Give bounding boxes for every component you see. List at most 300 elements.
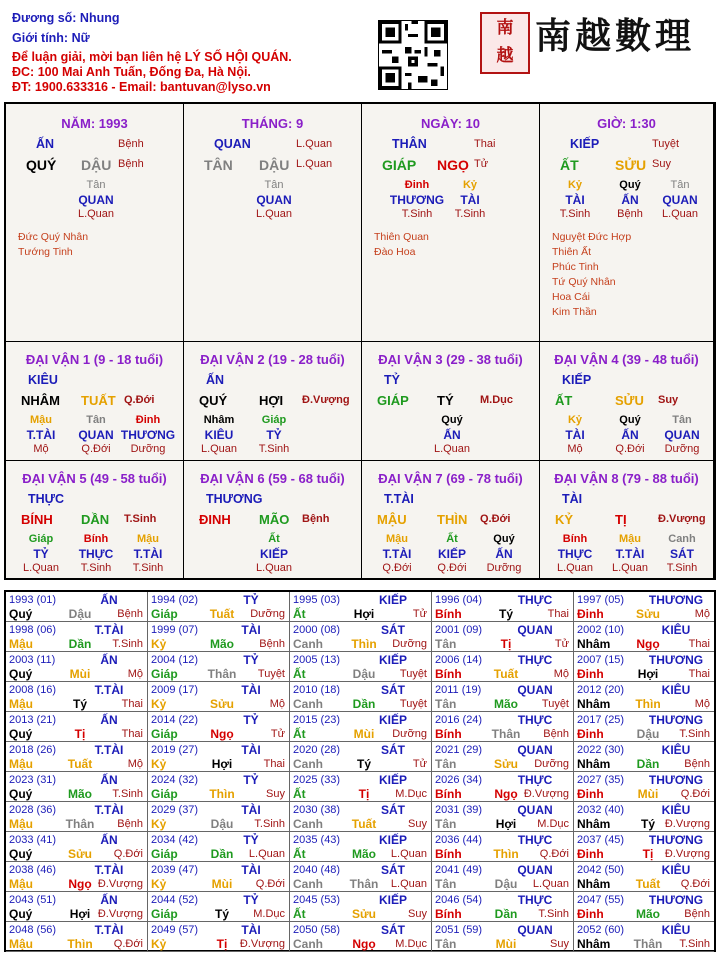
year-label: 2019 (27): [151, 744, 199, 756]
year-stem: Quý: [9, 787, 33, 801]
year-stem: Bính: [435, 727, 462, 741]
year-cell[interactable]: [290, 742, 432, 772]
year-label: 2008 (16): [9, 684, 57, 696]
year-god: T.TÀI: [94, 743, 124, 757]
year-stem: Giáp: [151, 847, 178, 861]
year-label: 2040 (48): [293, 864, 341, 876]
pillar-3: [540, 104, 714, 342]
year-cell[interactable]: [574, 622, 714, 652]
year-state: Tử: [554, 638, 569, 650]
year-state: T.Sinh: [538, 908, 569, 920]
year-stem: Nhâm: [577, 697, 611, 711]
year-cell[interactable]: [432, 712, 574, 742]
pillar-title: NGÀY: 10: [421, 116, 480, 131]
year-cell[interactable]: [432, 652, 574, 682]
year-cell[interactable]: [148, 592, 290, 622]
pillar-2: [362, 104, 540, 342]
dai-van-7: [362, 461, 540, 580]
year-state: Thai: [547, 608, 569, 620]
year-cell[interactable]: [432, 862, 574, 892]
contact-address: ĐC: 100 Mai Anh Tuấn, Đống Đa, Hà Nội.: [12, 65, 251, 79]
dv-hidden-god: SÁT: [670, 547, 694, 561]
contact-phone-email[interactable]: ĐT: 1900.633316 - Email: bantuvan@lyso.vn: [12, 80, 271, 94]
year-cell[interactable]: [6, 892, 148, 922]
year-branch: Sửu: [493, 757, 519, 771]
year-cell[interactable]: [290, 922, 432, 952]
dv-hidden-state: Dưỡng: [130, 443, 166, 455]
year-label: 2050 (58): [293, 924, 341, 936]
year-label: 1993 (01): [9, 594, 57, 606]
year-cell[interactable]: [148, 772, 290, 802]
year-stem: Bính: [435, 607, 462, 621]
dv-hidden-stem: Tân: [86, 414, 106, 426]
year-state: M.Dục: [395, 938, 427, 950]
year-state: Bệnh: [684, 908, 710, 920]
year-god: T.TÀI: [94, 623, 124, 637]
year-stem: Mậu: [9, 637, 33, 651]
qr-code-icon[interactable]: [378, 20, 448, 90]
year-stem: Kỷ: [151, 637, 167, 651]
year-label: 2013 (21): [9, 714, 57, 726]
year-god: THƯƠNG: [648, 593, 704, 607]
year-branch: Mùi: [69, 667, 91, 681]
year-label: 2031 (39): [435, 804, 483, 816]
hidden-god: TÀI: [565, 193, 585, 207]
year-god: ẤN: [100, 713, 118, 727]
year-branch: Sửu: [351, 907, 377, 921]
year-cell[interactable]: [290, 862, 432, 892]
year-cell[interactable]: [290, 622, 432, 652]
year-state: T.Sinh: [679, 938, 710, 950]
top-star: THÂN: [392, 137, 427, 151]
year-branch: Mão: [636, 907, 660, 921]
year-label: 2024 (32): [151, 774, 199, 786]
year-cell[interactable]: [6, 772, 148, 802]
year-cell[interactable]: [432, 832, 574, 862]
year-label: 1995 (03): [293, 594, 341, 606]
year-label: 2038 (46): [9, 864, 57, 876]
year-state: Tử: [412, 608, 427, 620]
dv-hidden-god: TỶ: [33, 547, 49, 561]
year-state: Thai: [263, 758, 285, 770]
hidden-god: THƯƠNG: [389, 193, 445, 207]
pillar-0: [6, 104, 184, 342]
dv-hidden-stem: Canh: [668, 533, 696, 545]
year-cell[interactable]: [148, 832, 290, 862]
year-label: 2043 (51): [9, 894, 57, 906]
year-branch: Thân: [65, 817, 95, 831]
year-cell[interactable]: [432, 802, 574, 832]
year-stem: Nhâm: [577, 937, 611, 951]
year-god: QUAN: [517, 623, 553, 637]
year-branch: Hợi: [211, 757, 233, 771]
dv-hidden-state: Q.Đới: [382, 562, 412, 574]
year-cell[interactable]: [432, 892, 574, 922]
year-cell[interactable]: [432, 772, 574, 802]
dv-hidden-stem: Mậu: [30, 414, 52, 426]
year-state: Q.Đới: [680, 878, 710, 890]
year-label: 2044 (52): [151, 894, 199, 906]
year-god: SÁT: [381, 863, 405, 877]
year-god: TÀI: [241, 623, 261, 637]
year-stem: Canh: [293, 697, 323, 711]
year-state: L.Quan: [248, 848, 285, 860]
dv-hidden-state: T.Sinh: [666, 562, 698, 574]
dv-hidden-stem: Bính: [562, 533, 588, 545]
dv-hidden-god: KIẾP: [437, 547, 466, 561]
year-state: Q.Đới: [680, 788, 710, 800]
year-label: 2003 (11): [9, 654, 56, 666]
year-stem: Tân: [435, 697, 457, 711]
year-stem: Tân: [435, 877, 457, 891]
top-star: ẤN: [36, 137, 55, 151]
year-state: Suy: [408, 908, 427, 920]
year-label: 2036 (44): [435, 834, 483, 846]
dai-van-branch: HỢI: [259, 393, 284, 408]
year-cell[interactable]: [148, 862, 290, 892]
year-cell[interactable]: [574, 712, 714, 742]
year-branch: Hợi: [353, 607, 375, 621]
year-cell[interactable]: [148, 622, 290, 652]
year-god: TỶ: [243, 773, 259, 787]
year-god: TỶ: [243, 713, 259, 727]
dv-hidden-state: L.Quan: [200, 443, 238, 455]
year-god: TỶ: [243, 593, 259, 607]
year-state: Tử: [412, 758, 427, 770]
year-cell[interactable]: [432, 922, 574, 952]
year-god: SÁT: [381, 803, 405, 817]
dv-hidden-state: Mộ: [33, 443, 49, 455]
year-state: Đ.Vượng: [664, 848, 710, 860]
dv-hidden-god: QUAN: [664, 428, 700, 442]
year-state: Tử: [270, 728, 285, 740]
year-cell[interactable]: [6, 622, 148, 652]
year-cell[interactable]: [574, 682, 714, 712]
year-state: Q.Đới: [113, 848, 143, 860]
year-god: TÀI: [241, 863, 261, 877]
shensha-item: Hoa Cái: [552, 291, 590, 303]
year-branch: Tị: [642, 847, 654, 861]
year-cell[interactable]: [148, 682, 290, 712]
year-state: Tuyệt: [399, 668, 427, 680]
year-stem: Đinh: [577, 907, 604, 921]
dv-hidden-state: Dưỡng: [664, 443, 700, 455]
year-branch: Tuất: [209, 607, 235, 621]
year-label: 2023 (31): [9, 774, 57, 786]
dv-hidden-state: Q.Đới: [437, 562, 467, 574]
dai-van-branch-state: Suy: [658, 394, 679, 406]
year-branch: Tý: [356, 757, 371, 771]
shensha-item: Nguyệt Đức Hợp: [552, 231, 632, 243]
dai-van-branch: TÝ: [437, 393, 454, 408]
year-god: KIÊU: [661, 743, 691, 757]
hidden-god: QUAN: [78, 193, 114, 207]
hidden-stem: Kỷ: [567, 179, 583, 191]
dv-hidden-state: Mộ: [567, 443, 583, 455]
year-cell[interactable]: [6, 922, 148, 952]
dv-hidden-state: L.Quan: [433, 443, 471, 455]
year-label: 2010 (18): [293, 684, 341, 696]
dai-van-stem: KỶ: [555, 512, 574, 527]
year-god: KIÊU: [661, 623, 691, 637]
year-cell[interactable]: [574, 742, 714, 772]
year-stem: Bính: [435, 847, 462, 861]
dv-hidden-stem: Quý: [441, 414, 463, 426]
year-stem: Mậu: [9, 937, 33, 951]
year-cell[interactable]: [6, 802, 148, 832]
year-stem: Kỷ: [151, 757, 167, 771]
year-branch: Hợi: [637, 667, 659, 681]
year-cell[interactable]: [148, 802, 290, 832]
dai-van-star: THƯƠNG: [206, 492, 263, 506]
dv-hidden-god: THỰC: [557, 547, 593, 561]
dai-van-3: [362, 342, 540, 461]
year-god: THỰC: [517, 653, 553, 667]
year-state: M.Dục: [253, 908, 285, 920]
year-branch: Ngọ: [68, 877, 92, 891]
year-god: KIẾP: [378, 653, 407, 667]
year-cell[interactable]: [574, 652, 714, 682]
year-stem: Ất: [293, 727, 306, 741]
year-cell[interactable]: [290, 832, 432, 862]
year-branch: Mùi: [637, 787, 659, 801]
dai-van-star: KIẾP: [562, 373, 592, 387]
year-branch: Dậu: [494, 877, 518, 891]
dai-van-stem: ẤT: [555, 393, 573, 408]
year-cell[interactable]: [290, 892, 432, 922]
dai-van-branch-state: Đ.Vượng: [302, 394, 350, 406]
year-cell[interactable]: [148, 742, 290, 772]
year-label: 2051 (59): [435, 924, 483, 936]
dai-van-branch-state: T.Sinh: [124, 513, 157, 525]
year-state: Dưỡng: [392, 728, 427, 740]
year-cell[interactable]: [290, 592, 432, 622]
year-god: ẤN: [100, 773, 118, 787]
year-cell[interactable]: [148, 652, 290, 682]
year-branch: Ngọ: [636, 637, 660, 651]
dai-van-title: ĐẠI VẬN 5 (49 - 58 tuổi): [22, 471, 167, 486]
year-branch: Mùi: [353, 727, 375, 741]
year-cell[interactable]: [574, 892, 714, 922]
year-state: Suy: [408, 818, 427, 830]
dv-hidden-god: TỶ: [266, 428, 282, 442]
dv-hidden-stem: Ất: [446, 533, 458, 545]
top-state: Tuyệt: [652, 138, 680, 150]
year-label: 2014 (22): [151, 714, 199, 726]
year-cell[interactable]: [290, 802, 432, 832]
hidden-state: L.Quan: [661, 208, 699, 220]
year-cell[interactable]: [574, 592, 714, 622]
year-state: T.Sinh: [112, 788, 143, 800]
year-god: THỰC: [517, 713, 553, 727]
year-cell[interactable]: [432, 592, 574, 622]
year-cell[interactable]: [6, 682, 148, 712]
year-state: Mộ: [127, 758, 143, 770]
year-label: 2017 (25): [577, 714, 625, 726]
dv-hidden-state: L.Quan: [255, 562, 293, 574]
year-cell[interactable]: [574, 772, 714, 802]
year-cell[interactable]: [6, 652, 148, 682]
year-state: Bệnh: [259, 638, 285, 650]
hidden-state: Bệnh: [617, 208, 643, 220]
year-label: 2020 (28): [293, 744, 341, 756]
shensha-item: Kim Thần: [552, 306, 597, 318]
year-god: T.TÀI: [94, 803, 124, 817]
year-state: Đ.Vượng: [664, 818, 710, 830]
branch-state: Bệnh: [118, 158, 144, 170]
year-branch: Tị: [216, 937, 228, 951]
year-cell[interactable]: [6, 832, 148, 862]
year-god: THƯƠNG: [648, 653, 704, 667]
year-stem: Quý: [9, 907, 33, 921]
year-god: QUAN: [517, 683, 553, 697]
dai-van-branch: THÌN: [437, 512, 468, 527]
year-branch: Ngọ: [494, 787, 518, 801]
year-label: 2029 (37): [151, 804, 199, 816]
dv-hidden-god: KIÊU: [204, 428, 234, 442]
year-branch: Thìn: [635, 697, 661, 711]
year-stem: Quý: [9, 847, 33, 861]
shensha-list: [18, 230, 88, 260]
dv-hidden-god: T.TÀI: [615, 547, 645, 561]
dai-van-branch: TỊ: [615, 512, 627, 527]
shensha-item: Tướng Tinh: [18, 246, 73, 258]
dv-hidden-god: THƯƠNG: [120, 428, 176, 442]
year-branch: Thân: [633, 937, 663, 951]
dai-van-star: TỶ: [384, 373, 400, 387]
dai-van-star: T.TÀI: [384, 492, 414, 506]
dai-van-1: [6, 342, 184, 461]
year-cell[interactable]: [6, 742, 148, 772]
year-stem: Tân: [435, 757, 457, 771]
year-god: KIẾP: [378, 713, 407, 727]
shensha-item: Phúc Tinh: [552, 261, 599, 273]
dv-hidden-stem: Mậu: [137, 533, 159, 545]
year-branch: Ngọ: [352, 937, 376, 951]
year-god: KIẾP: [378, 593, 407, 607]
year-cell[interactable]: [432, 682, 574, 712]
year-label: 2037 (45): [577, 834, 625, 846]
year-cell[interactable]: [148, 922, 290, 952]
year-state: Bệnh: [117, 608, 143, 620]
year-cell[interactable]: [574, 832, 714, 862]
dai-van-branch: TUẤT: [81, 393, 116, 408]
year-cell[interactable]: [6, 862, 148, 892]
chart-grid: [4, 102, 716, 580]
year-branch: Thân: [491, 727, 521, 741]
year-cell[interactable]: [148, 712, 290, 742]
hidden-god: QUAN: [256, 193, 292, 207]
year-god: T.TÀI: [94, 863, 124, 877]
dai-van-branch-state: Q.Đới: [480, 513, 511, 525]
year-cell[interactable]: [432, 742, 574, 772]
year-state: Bệnh: [117, 818, 143, 830]
dv-hidden-stem: Giáp: [261, 414, 287, 426]
year-god: QUAN: [517, 923, 553, 937]
year-cell[interactable]: [574, 802, 714, 832]
year-label: 2002 (10): [577, 624, 625, 636]
dv-hidden-god: T.TÀI: [26, 428, 56, 442]
year-label: 2048 (56): [9, 924, 57, 936]
year-label: 2047 (55): [577, 894, 625, 906]
year-cell[interactable]: [148, 892, 290, 922]
dv-hidden-state: T.Sinh: [80, 562, 112, 574]
year-label: 2027 (35): [577, 774, 625, 786]
year-cell[interactable]: [574, 862, 714, 892]
year-stem: Nhâm: [577, 877, 611, 891]
year-label: 2052 (60): [577, 924, 625, 936]
year-cell[interactable]: [290, 772, 432, 802]
dai-van-2: [184, 342, 362, 461]
year-cell[interactable]: [432, 622, 574, 652]
year-god: TỶ: [243, 893, 259, 907]
year-branch: Tuất: [67, 757, 93, 771]
year-god: SÁT: [381, 743, 405, 757]
dv-hidden-state: Dưỡng: [486, 562, 522, 574]
dv-hidden-stem: Quý: [493, 533, 515, 545]
year-branch: Mão: [352, 847, 376, 861]
year-cell[interactable]: [6, 712, 148, 742]
year-branch: Hợi: [69, 907, 91, 921]
dai-van-star: ẤN: [206, 373, 225, 387]
year-god: THỰC: [517, 773, 553, 787]
year-branch: Dậu: [68, 607, 92, 621]
year-branch: Tý: [214, 907, 229, 921]
year-god: KIẾP: [378, 773, 407, 787]
year-god: SÁT: [381, 923, 405, 937]
year-label: 2007 (15): [577, 654, 625, 666]
year-branch: Dần: [494, 907, 518, 921]
dv-hidden-god: THỰC: [78, 547, 114, 561]
year-label: 2011 (19): [435, 684, 482, 696]
year-god: TÀI: [241, 683, 261, 697]
year-label: 2004 (12): [151, 654, 199, 666]
year-god: TÀI: [241, 803, 261, 817]
dv-hidden-stem: Đinh: [135, 414, 161, 426]
dai-van-stem: NHÂM: [21, 393, 60, 408]
hidden-stem: Quý: [619, 179, 641, 191]
year-god: TÀI: [241, 743, 261, 757]
heavenly-stem: TÂN: [204, 157, 233, 173]
year-label: 2006 (14): [435, 654, 483, 666]
dv-hidden-stem: Mậu: [386, 533, 408, 545]
year-branch: Ngọ: [210, 727, 234, 741]
year-cell[interactable]: [6, 592, 148, 622]
year-state: Thai: [121, 698, 143, 710]
year-label: 2022 (30): [577, 744, 625, 756]
year-label: 2034 (42): [151, 834, 199, 846]
hidden-stem: Kỷ: [462, 179, 478, 191]
pillar-title: GIỜ: 1:30: [597, 116, 656, 131]
year-god: T.TÀI: [94, 683, 124, 697]
hidden-god: QUAN: [662, 193, 698, 207]
dv-hidden-state: L.Quan: [611, 562, 649, 574]
year-cell[interactable]: [290, 712, 432, 742]
year-cell[interactable]: [290, 682, 432, 712]
year-stem: Canh: [293, 937, 323, 951]
year-cell[interactable]: [574, 922, 714, 952]
earthly-branch: SỬU: [615, 157, 647, 173]
year-state: Suy: [550, 938, 569, 950]
shensha-item: Thiên Quan: [374, 231, 429, 243]
year-branch: Dần: [636, 757, 660, 771]
year-state: Tuyệt: [541, 698, 569, 710]
year-stem: Mậu: [9, 757, 33, 771]
year-label: 2021 (29): [435, 744, 483, 756]
dv-hidden-stem: Quý: [619, 414, 641, 426]
hidden-state: T.Sinh: [454, 208, 486, 220]
year-cell[interactable]: [290, 652, 432, 682]
